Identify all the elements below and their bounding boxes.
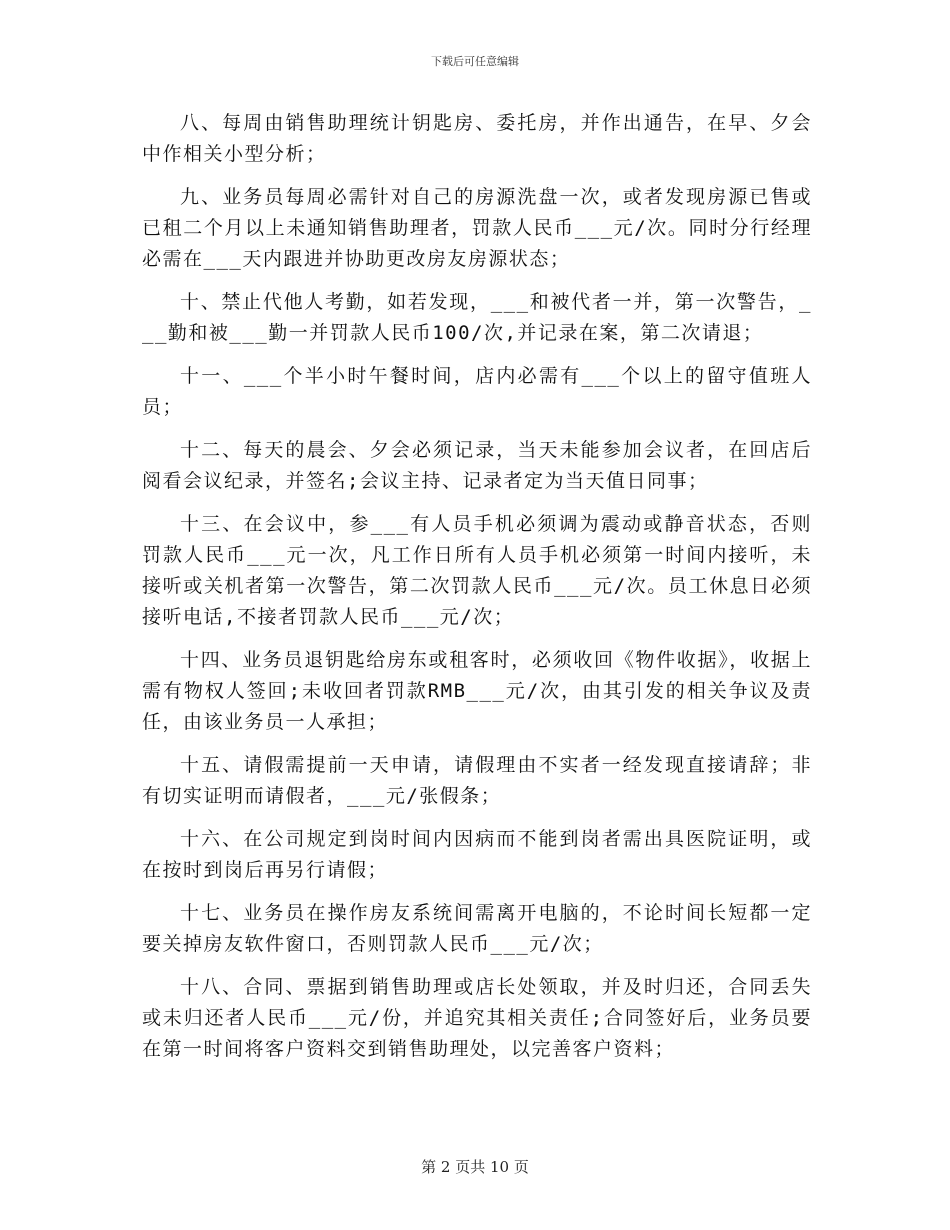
paragraph-17: 十七、业务员在操作房友系统间需离开电脑的，不论时间长短都一定要关掉房友软件窗口，否则罚款人民币___元/次； xyxy=(142,902,812,955)
page-header: 下载后可任意编辑 xyxy=(431,55,519,68)
paragraph-14: 十四、业务员退钥匙给房东或租客时，必须收回《物件收据》，收据上需有物权人签回;未收回者罚款RMB___元/次，由其引发的相关争议及责任，由该业务员一人承担； xyxy=(142,649,812,733)
paragraph-16: 十六、在公司规定到岗时间内因病而不能到岗者需出具医院证明，或在按时到岗后再另行请假； xyxy=(142,828,812,881)
paragraph-18: 十八、合同、票据到销售助理或店长处领取，并及时归还，合同丢失或未归还者人民币___元/份，并追究其相关责任;合同签好后，业务员要在第一时间将客户资料交到销售助理处，以完善客户资料； xyxy=(142,976,812,1060)
paragraph-13: 十三、在会议中，参___有人员手机必须调为震动或静音状态，否则罚款人民币___元一次，凡工作日所有人员手机必须第一时间内接听，未接听或关机者第一次警告，第二次罚款人民币___元/次。员工休息日必须接听电话,不接者罚款人民币___元/次； xyxy=(142,513,812,628)
page-footer: 第 2 页共 10 页 xyxy=(421,1158,529,1176)
paragraph-12: 十二、每天的晨会、夕会必须记录，当天未能参加会议者，在回店后阅看会议纪录，并签名;会议主持、记录者定为当天值日同事； xyxy=(142,439,812,492)
paragraph-8: 八、每周由销售助理统计钥匙房、委托房，并作出通告，在早、夕会中作相关小型分析； xyxy=(142,112,812,165)
paragraph-10: 十、禁止代他人考勤，如若发现，___和被代者一并，第一次警告，___勤和被___勤一并罚款人民币100/次,并记录在案，第二次请退； xyxy=(142,291,812,344)
paragraph-9: 九、业务员每周必需针对自己的房源洗盘一次，或者发现房源已售或已租二个月以上未通知销售助理者，罚款人民币___元/次。同时分行经理必需在___天内跟进并协助更改房友房源状态； xyxy=(142,186,812,270)
document-body xyxy=(142,108,812,1077)
paragraph-11: 十一、___个半小时午餐时间，店内必需有___个以上的留守值班人员； xyxy=(142,365,812,418)
paragraph-15: 十五、请假需提前一天申请，请假理由不实者一经发现直接请辞；非有切实证明而请假者，___元/张假条； xyxy=(142,754,812,807)
